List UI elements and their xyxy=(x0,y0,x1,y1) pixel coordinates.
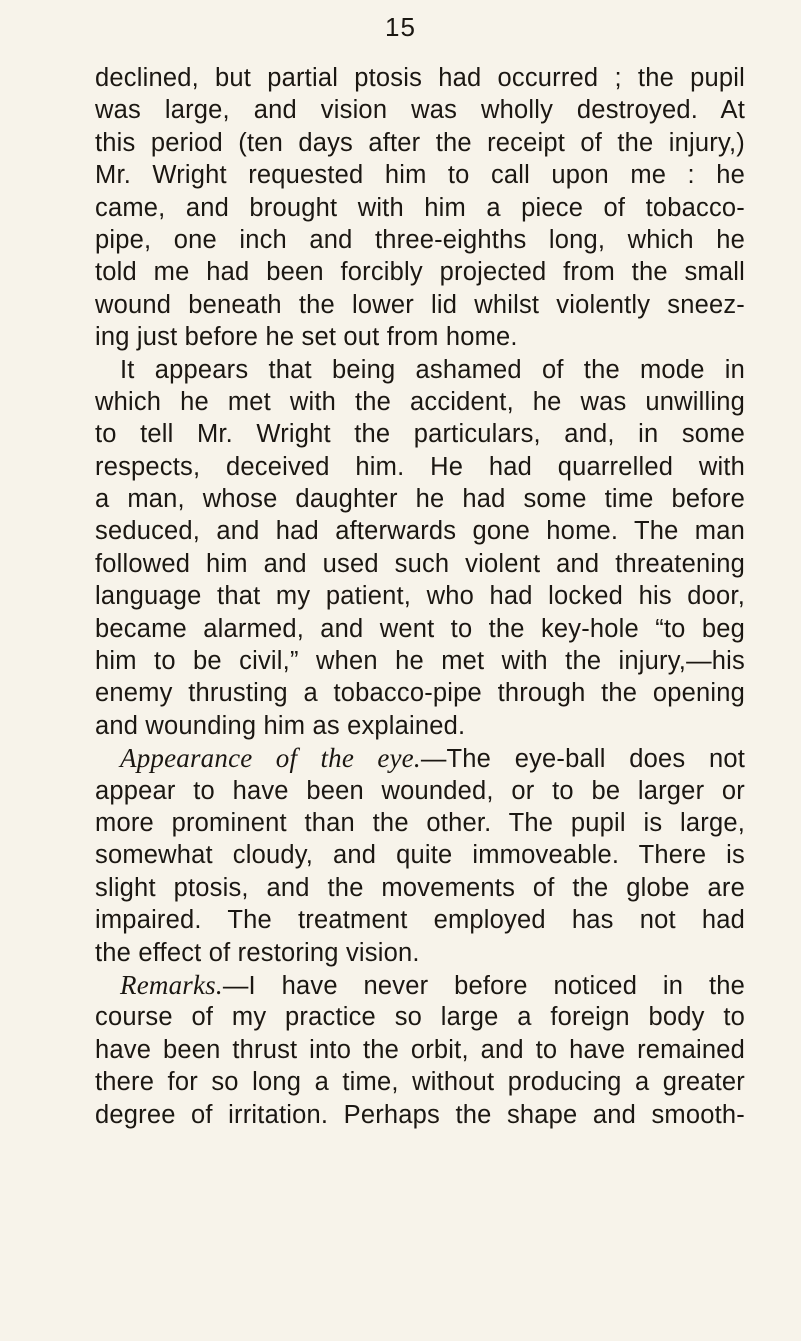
text-line: came, and brought with him a piece of tobacco- xyxy=(95,193,745,222)
text-line: course of my practice so large a foreign body to xyxy=(95,1003,745,1032)
remarks-paragraph-start xyxy=(95,969,745,1001)
remarks-first-line: —I have never before noticed in the xyxy=(222,971,745,1000)
text-line: respects, deceived him. He had quarrelled with xyxy=(95,452,745,481)
text-line: degree of irritation. Perhaps the shape and smooth- xyxy=(95,1100,745,1129)
text-line: more prominent than the other. The pupil is large, xyxy=(95,808,745,837)
text-line: have been thrust into the orbit, and to have remained xyxy=(95,1035,745,1064)
text-line: was large, and vision was wholly destroyed. At xyxy=(95,96,745,125)
page-number: 15 xyxy=(385,12,416,42)
text-line: enemy thrusting a tobacco-pipe through the opening xyxy=(95,679,745,708)
text-line: somewhat cloudy, and quite immoveable. There is xyxy=(95,841,745,870)
text-line: language that my patient, who had locked his door, xyxy=(95,582,745,611)
body-text xyxy=(95,62,745,1131)
remarks-heading: Remarks. xyxy=(120,969,223,1000)
appearance-paragraph-start xyxy=(95,742,745,774)
text-line: to tell Mr. Wright the particulars, and, in some xyxy=(95,420,745,449)
text-line: wound beneath the lower lid whilst violently sneez- xyxy=(95,290,745,319)
text-line: this period (ten days after the receipt of the injury,) xyxy=(95,128,745,157)
text-line: slight ptosis, and the movements of the globe are xyxy=(95,873,745,902)
text-line: pipe, one inch and three-eighths long, which he xyxy=(95,225,745,254)
text-line: which he met with the accident, he was unwilling xyxy=(95,387,745,416)
text-line: him to be civil,” when he met with the injury,—his xyxy=(95,647,745,676)
text-line: and wounding him as explained. xyxy=(95,711,466,740)
text-line: a man, whose daughter he had some time before xyxy=(95,485,745,514)
appearance-heading: Appearance of the eye. xyxy=(120,743,421,774)
text-line: the effect of restoring vision. xyxy=(95,938,420,967)
text-line: appear to have been wounded, or to be larger or xyxy=(95,776,745,805)
text-line: ing just before he set out from home. xyxy=(95,323,518,352)
text-line: impaired. The treatment employed has not had xyxy=(95,906,745,935)
text-line: declined, but partial ptosis had occurred ; the pupil xyxy=(95,64,745,92)
text-line: became alarmed, and went to the key-hole “to beg xyxy=(95,614,745,643)
text-line: seduced, and had afterwards gone home. The man xyxy=(95,517,745,546)
text-line: Mr. Wright requested him to call upon me : he xyxy=(95,161,745,190)
text-line: told me had been forcibly projected from the small xyxy=(95,258,745,287)
text-line: followed him and used such violent and threatening xyxy=(95,549,745,578)
appearance-first-line: —The eye-ball does not xyxy=(420,745,745,774)
text-line: It appears that being ashamed of the mode in xyxy=(120,355,745,384)
text-line: there for so long a time, without producing a greater xyxy=(95,1068,745,1097)
